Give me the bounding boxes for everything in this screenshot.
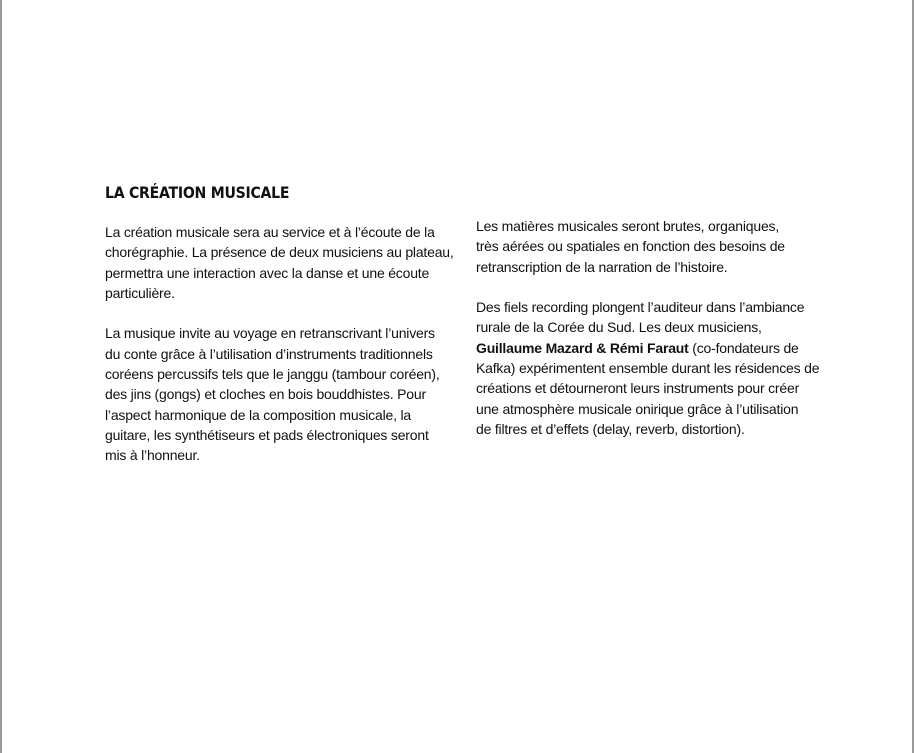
text-line: retranscription de la narration de l’histoire. xyxy=(476,258,728,275)
text-line: La création musicale sera au service et à l’écoute de la xyxy=(105,224,435,240)
text-line: coréens percussifs tels que le janggu (tambour coréen), xyxy=(105,366,440,383)
text-line: créations et détourneront leurs instruments pour créer xyxy=(476,380,800,397)
section-title: LA CRÉATION MUSICALE xyxy=(105,183,290,202)
text-fragment: (co-fondateurs de xyxy=(688,339,799,356)
paragraph xyxy=(105,323,450,465)
right-column xyxy=(476,216,821,460)
text-line xyxy=(476,338,821,358)
text-line: chorégraphie. La présence de deux musiciens au plateau, xyxy=(105,244,454,261)
text-line: Les matières musicales seront brutes, organiques, xyxy=(476,218,780,234)
text-line: une atmosphère musicale onirique grâce à l’utilisation xyxy=(476,400,799,417)
text-line: mis à l’honneur. xyxy=(105,447,200,464)
text-line: Des fiels recording plongent l’auditeur dans l’ambiance xyxy=(476,299,805,316)
text-line: du conte grâce à l’utilisation d’instruments traditionnels xyxy=(105,345,433,362)
text-line: des jins (gongs) et cloches en bois bouddhistes. Pour xyxy=(105,386,426,403)
text-line: de filtres et d’effets (delay, reverb, distortion). xyxy=(476,420,745,437)
musicians-names: Guillaume Mazard & Rémi Faraut xyxy=(476,339,689,356)
text-line: La musique invite au voyage en retranscrivant l’univers xyxy=(105,325,435,342)
text-line: l’aspect harmonique de la composition musicale, la xyxy=(105,406,411,423)
text-line: guitare, les synthétiseurs et pads électroniques seront xyxy=(105,426,429,443)
text-line: très aérées ou spatiales en fonction des besoins de xyxy=(476,238,785,255)
paragraph xyxy=(476,297,821,439)
text-line: Kafka) expérimentent ensemble durant les résidences de xyxy=(476,360,820,377)
text-line: permettra une interaction avec la danse et une écoute xyxy=(105,264,430,281)
text-line: particulière. xyxy=(105,284,175,301)
paragraph xyxy=(105,222,454,303)
left-column xyxy=(105,222,454,486)
paragraph xyxy=(476,216,821,277)
text-line: rurale de la Corée du Sud. Les deux musiciens, xyxy=(476,319,762,336)
